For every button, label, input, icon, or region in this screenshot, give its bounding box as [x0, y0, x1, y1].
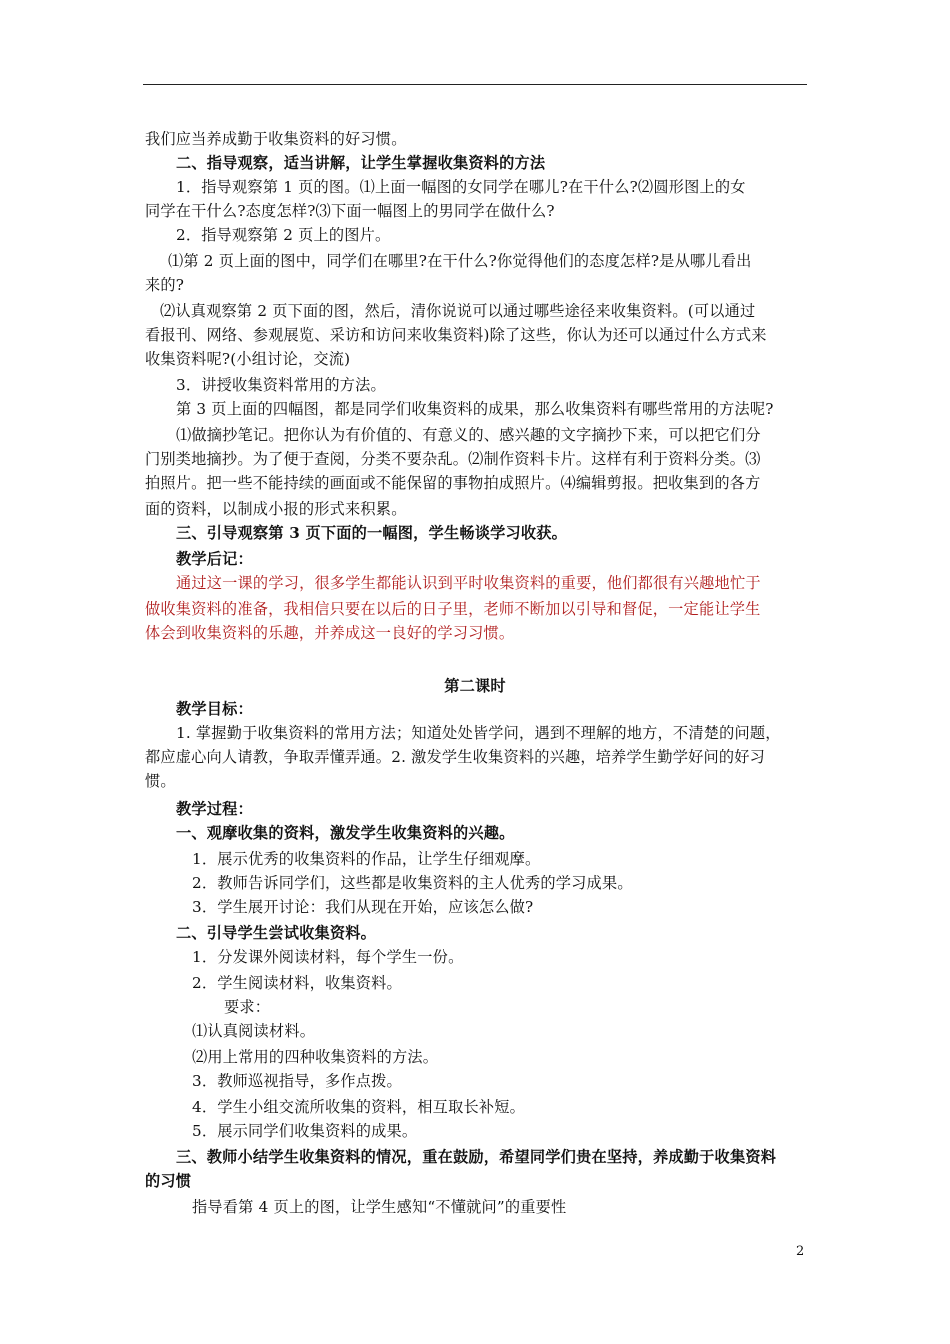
section-heading: 教学目标：	[176, 700, 253, 718]
text-line: ⑴认真阅读材料。	[192, 1022, 316, 1040]
section-heading: 三、教师小结学生收集资料的情况，重在鼓励，希望同学们贵在坚持，养成勤于收集资料	[176, 1148, 777, 1166]
text-line: 3．讲授收集资料常用的方法。	[176, 376, 386, 394]
text-line: 4．学生小组交流所收集的资料，相互取长补短。	[192, 1098, 526, 1116]
text-line: 体会到收集资料的乐趣，并养成这一良好的学习习惯。	[145, 624, 515, 642]
section-heading: 教学后记：	[176, 550, 253, 568]
text-line: 门别类地摘抄。为了便于查阅，分类不要杂乱。⑵制作资料卡片。这样有利于资料分类。⑶	[145, 450, 761, 468]
text-line: 我们应当养成勤于收集资料的好习惯。	[145, 130, 407, 148]
text-line: 收集资料呢?(小组讨论，交流)	[145, 350, 351, 368]
text-line: 2．教师告诉同学们，这些都是收集资料的主人优秀的学习成果。	[192, 874, 633, 892]
section-heading: 二、指导观察，适当讲解，让学生掌握收集资料的方法	[176, 154, 546, 172]
text-line: 通过这一课的学习，很多学生都能认识到平时收集资料的重要，他们都很有兴趣地忙于	[176, 574, 761, 592]
section-heading: 三、引导观察第 3 页下面的一幅图，学生畅谈学习收获。	[176, 524, 568, 542]
text-line: 1．指导观察第 1 页的图。⑴上面一幅图的女同学在哪儿?在干什么?⑵圆形图上的女	[176, 178, 746, 196]
text-line: 拍照片。把一些不能持续的画面或不能保留的事物拍成照片。⑷编辑剪报。把收集到的各方	[145, 474, 761, 492]
lesson-title: 第二课时	[444, 677, 506, 695]
text-line: 1．展示优秀的收集资料的作品，让学生仔细观摩。	[192, 850, 541, 868]
text-line: 3．学生展开讨论：我们从现在开始，应该怎么做?	[192, 898, 534, 916]
text-line: 3．教师巡视指导，多作点拨。	[192, 1072, 402, 1090]
text-line: 看报刊、网络、参观展览、采访和访问来收集资料)除了这些，你认为还可以通过什么方式来	[145, 326, 767, 344]
text-line: ⑴第 2 页上面的图中，同学们在哪里?在干什么?你觉得他们的态度怎样?是从哪儿看出	[168, 252, 752, 270]
section-heading: 一、观摩收集的资料，激发学生收集资料的兴趣。	[176, 824, 515, 842]
section-heading: 二、引导学生尝试收集资料。	[176, 924, 377, 942]
page-number: 2	[796, 1244, 805, 1259]
text-line: 面的资料，以制成小报的形式来积累。	[145, 500, 407, 518]
text-line: 2．学生阅读材料，收集资料。	[192, 974, 402, 992]
text-line: ⑵用上常用的四种收集资料的方法。	[192, 1048, 439, 1066]
section-heading: 教学过程：	[176, 800, 253, 818]
section-heading: 的习惯	[145, 1172, 192, 1190]
text-line: 同学在干什么?态度怎样?⑶下面一幅图上的男同学在做什么?	[145, 202, 555, 220]
text-line: 都应虚心向人请教，争取弄懂弄通。2. 激发学生收集资料的兴趣，培养学生勤学好问的好习	[145, 748, 766, 766]
text-line: 惯。	[145, 772, 176, 790]
text-line: ⑴做摘抄笔记。把你认为有价值的、有意义的、感兴趣的文字摘抄下来，可以把它们分	[176, 426, 761, 444]
text-line: 2．指导观察第 2 页上的图片。	[176, 226, 391, 244]
text-line: 1．分发课外阅读材料，每个学生一份。	[192, 948, 464, 966]
text-line: 要求：	[224, 998, 271, 1016]
text-line: 来的?	[145, 276, 185, 294]
text-line: 5．展示同学们收集资料的成果。	[192, 1122, 418, 1140]
text-line: 第 3 页上面的四幅图，都是同学们收集资料的成果，那么收集资料有哪些常用的方法呢?	[176, 400, 774, 418]
text-line: 1. 掌握勤于收集资料的常用方法；知道处处皆学问，遇到不理解的地方，不清楚的问题，	[176, 724, 781, 742]
text-line: 做收集资料的准备，我相信只要在以后的日子里，老师不断加以引导和督促，一定能让学生	[145, 600, 761, 618]
text-line: 指导看第 4 页上的图，让学生感知“不懂就问”的重要性	[192, 1198, 567, 1216]
text-line: ⑵认真观察第 2 页下面的图，然后，清你说说可以通过哪些途径来收集资料。(可以通过	[160, 302, 756, 320]
header-rule	[143, 84, 807, 85]
